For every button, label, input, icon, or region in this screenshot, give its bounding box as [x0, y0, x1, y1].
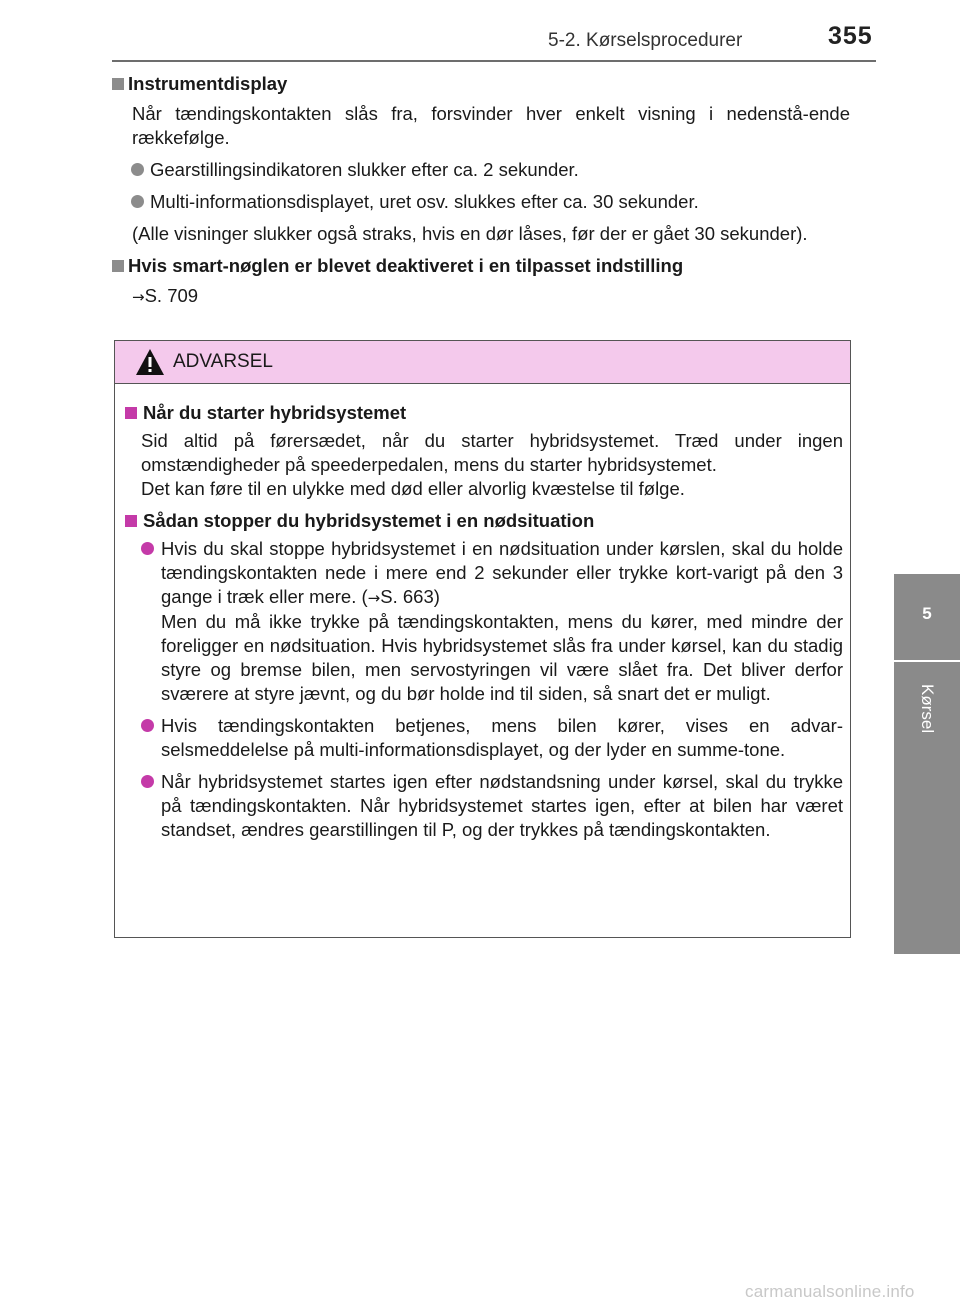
list-item-text: Hvis du skal stoppe hybridsystemet i en nødsituation under kørslen, skal du holde tændingskontakten nede i mere end 2 sekunder eller trykke kort-varigt på den 3 gange i træk eller mere. ( — [161, 538, 843, 607]
reference-link[interactable]: S. 709 — [144, 285, 199, 306]
page-header — [0, 0, 960, 60]
instrument-intro: Når tændingskontakten slås fra, forsvinder hver enkelt visning i nedenstå-ende rækkefølge. — [132, 103, 850, 148]
circle-bullet-icon — [131, 163, 144, 176]
list-item — [110, 158, 850, 182]
warning-start-text — [123, 429, 843, 501]
warning-header — [115, 341, 850, 384]
section-heading-instrument — [110, 72, 850, 96]
heading-text: Sådan stopper du hybridsystemet i en nødsituation — [143, 510, 595, 531]
list-item — [123, 770, 843, 842]
arrow-right-icon: → — [132, 288, 145, 306]
header-divider — [112, 60, 876, 62]
heading-text: Hvis smart-nøglen er blevet deaktiveret i en tilpasset indstilling — [128, 255, 684, 276]
list-item-text: Men du må ikke trykke på tændingskontakten, mens du kører, med mindre der foreligger en nødsituation. Hvis hybridsystemet slås fra under kørsel, kan du stadig styre og bremse bilen, men servostyringen vil være slået fra. Det bliver derfor sværere at styre jævnt, og du bør holde ind til siden, så snart det er muligt. — [161, 611, 843, 704]
page-reference[interactable] — [110, 284, 850, 309]
watermark: carmanualsonline.info — [745, 1282, 915, 1301]
square-bullet-icon — [125, 407, 137, 419]
circle-bullet-icon — [141, 775, 154, 788]
circle-bullet-icon — [141, 719, 154, 732]
arrow-right-icon: → — [367, 589, 381, 607]
warning-triangle-icon — [135, 348, 165, 376]
list-item-text: Hvis tændingskontakten betjenes, mens bilen kører, vises en advar-selsmeddelelse på multi-informationsdisplayet, og der lyder en summe-tone. — [161, 715, 843, 760]
list-item-text: Multi-informationsdisplayet, uret osv. slukkes efter ca. 30 sekunder. — [150, 191, 699, 212]
section-heading-smartkey — [110, 254, 850, 278]
warning-box — [114, 340, 851, 938]
warning-title: ADVARSEL — [173, 351, 273, 372]
page-number: 355 — [828, 22, 873, 50]
warning-body — [123, 401, 843, 850]
tab-divider — [894, 660, 960, 662]
heading-text: Når du starter hybridsystemet — [143, 402, 407, 423]
list-item — [123, 714, 843, 762]
list-item — [123, 537, 843, 706]
square-bullet-icon — [112, 260, 124, 272]
circle-bullet-icon — [141, 542, 154, 555]
chapter-tab[interactable] — [894, 574, 960, 954]
heading-text: Instrumentdisplay — [128, 73, 288, 94]
main-content — [110, 72, 850, 309]
chapter-number: 5 — [922, 604, 932, 623]
chapter-label: Kørsel — [918, 684, 937, 734]
reference-link[interactable]: S. 663) — [380, 586, 440, 607]
list-item-text: Når hybridsystemet startes igen efter nødstandsning under kørsel, skal du trykke på tændingskontakten. Når hybridsystemet startes igen, efter at bilen har været standset, ændres gearstillingen til P, og der trykkes på tændingskontakten. — [161, 771, 843, 840]
circle-bullet-icon — [131, 195, 144, 208]
warning-heading-stop — [123, 509, 843, 533]
warning-heading-start — [123, 401, 843, 425]
section-title: 5-2. Kørselsprocedurer — [548, 30, 743, 51]
list-item — [110, 190, 850, 214]
square-bullet-icon — [125, 515, 137, 527]
list-item-text: Gearstillingsindikatoren slukker efter ca. 2 sekunder. — [150, 159, 579, 180]
paragraph-line: Sid altid på førersædet, når du starter hybridsystemet. Træd under ingen omstændigheder på speederpedalen, mens du starter hybridsystemet. — [141, 430, 843, 475]
instrument-note: (Alle visninger slukker også straks, hvis en dør låses, før der er gået 30 sekunder). — [132, 223, 808, 244]
paragraph-line: Det kan føre til en ulykke med død eller alvorlig kvæstelse til følge. — [141, 478, 685, 499]
square-bullet-icon — [112, 78, 124, 90]
